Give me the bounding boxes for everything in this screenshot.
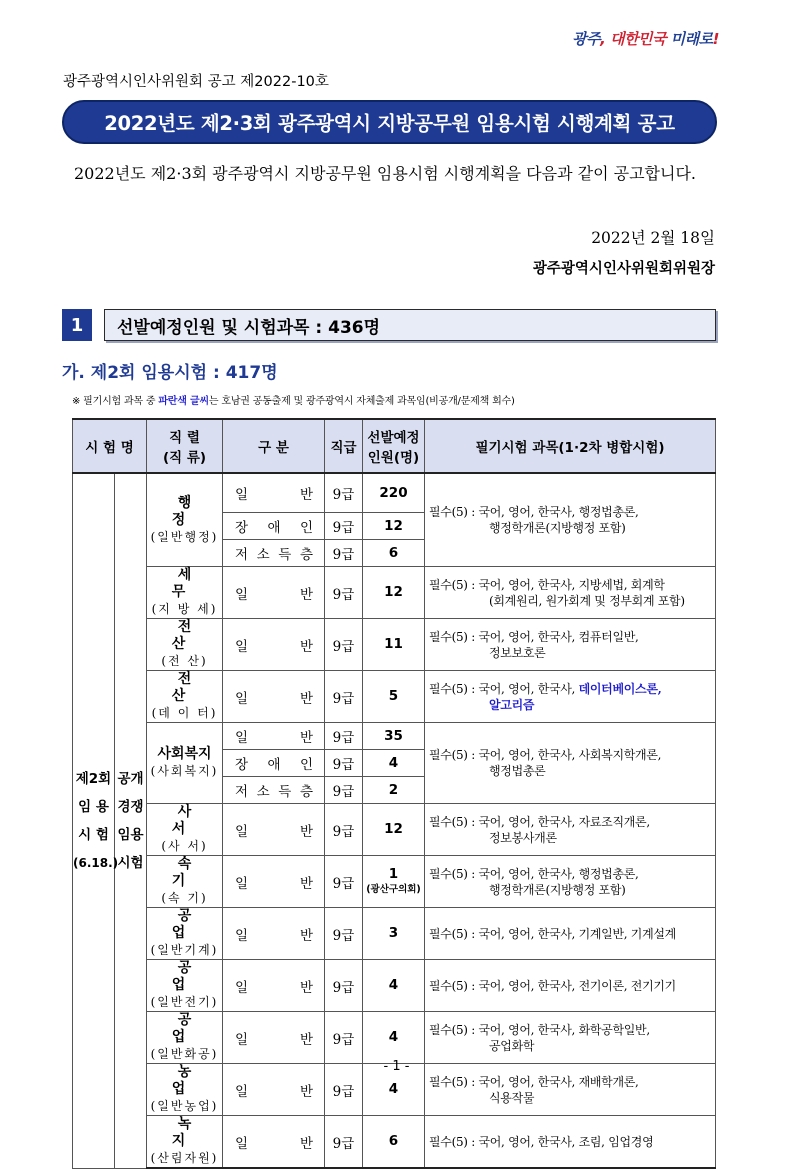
grade-cell: 9급 — [325, 908, 363, 960]
category-cell: 저 소 득 층 — [223, 777, 325, 804]
number-cell: 220 — [363, 473, 425, 513]
category-cell: 일 반 — [223, 908, 325, 960]
subjects-cell: 필수(5) : 국어, 영어, 한국사, 재배학개론, 식용작물 — [425, 1064, 716, 1116]
grade-cell: 9급 — [325, 804, 363, 856]
exam-type-cell: 공개 경쟁 임용 시험 — [115, 473, 147, 1168]
subsection-title: 가. 제2회 임용시험 : 417명 — [62, 363, 278, 383]
intro-paragraph: 2022년도 제2·3회 광주광역시 지방공무원 임용시험 시행계획을 다음과 같이 공고합니다. — [74, 164, 696, 183]
section-heading — [62, 309, 716, 341]
table-row — [73, 960, 716, 1012]
subjects-cell: 필수(5) : 국어, 영어, 한국사, 행정법총론, 행정학개론(지방행정 포함) — [425, 856, 716, 908]
table-row — [73, 804, 716, 856]
number-cell: 11 — [363, 619, 425, 671]
job-cell: 녹 지 (산림자원) — [147, 1116, 223, 1169]
number-cell: 12 — [363, 804, 425, 856]
number-cell: 35 — [363, 723, 425, 750]
number-cell: 6 — [363, 540, 425, 567]
header-number: 선발예정 인원(명) — [363, 419, 425, 473]
slogan-logo: 광주, 대한민국 미래로! — [572, 30, 719, 48]
category-cell: 일 반 — [223, 473, 325, 513]
grade-cell: 9급 — [325, 1064, 363, 1116]
table-row — [73, 619, 716, 671]
page-number: - 1 - — [383, 1059, 410, 1074]
job-cell: 속 기 (속 기) — [147, 856, 223, 908]
table-row — [73, 671, 716, 723]
table-header-row — [73, 419, 716, 473]
header-subjects: 필기시험 과목(1·2차 병합시험) — [425, 419, 716, 473]
job-cell: 공 업 (일반기계) — [147, 908, 223, 960]
table-row — [73, 473, 716, 513]
table-row — [73, 1012, 716, 1064]
category-cell: 일 반 — [223, 804, 325, 856]
number-cell: 4 — [363, 750, 425, 777]
category-cell: 일 반 — [223, 619, 325, 671]
job-cell: 사 서 (사 서) — [147, 804, 223, 856]
grade-cell: 9급 — [325, 473, 363, 513]
issuer-name: 광주광역시인사위원회위원장 — [532, 261, 715, 277]
category-cell: 일 반 — [223, 1064, 325, 1116]
grade-cell: 9급 — [325, 960, 363, 1012]
grade-cell: 9급 — [325, 513, 363, 540]
number-cell: 4 — [363, 1064, 425, 1116]
job-cell: 공 업 (일반전기) — [147, 960, 223, 1012]
job-cell: 사회복지 (사회복지) — [147, 723, 223, 804]
section-number: 1 — [62, 309, 92, 341]
category-cell: 장 애 인 — [223, 750, 325, 777]
job-cell: 공 업 (일반화공) — [147, 1012, 223, 1064]
number-cell: 5 — [363, 671, 425, 723]
job-cell: 행 정 (일반행정) — [147, 473, 223, 567]
footnote: ※ 필기시험 과목 중 파란색 글씨는 호남권 공동출제 및 광주광역시 자체출제 과목임(비공개/문제책 회수) — [72, 396, 515, 407]
grade-cell: 9급 — [325, 777, 363, 804]
category-cell: 장 애 인 — [223, 513, 325, 540]
grade-cell: 9급 — [325, 540, 363, 567]
number-cell: 2 — [363, 777, 425, 804]
grade-cell: 9급 — [325, 1012, 363, 1064]
grade-cell: 9급 — [325, 567, 363, 619]
recruitment-table — [72, 418, 716, 1169]
grade-cell: 9급 — [325, 1116, 363, 1169]
subjects-cell: 필수(5) : 국어, 영어, 한국사, 컴퓨터일반, 정보보호론 — [425, 619, 716, 671]
subjects-cell: 필수(5) : 국어, 영어, 한국사, 전기이론, 전기기기 — [425, 960, 716, 1012]
notice-number: 광주광역시인사위원회 공고 제2022-10호 — [63, 74, 329, 90]
category-cell: 일 반 — [223, 567, 325, 619]
category-cell: 일 반 — [223, 671, 325, 723]
subjects-cell: 필수(5) : 국어, 영어, 한국사, 자료조직개론, 정보봉사개론 — [425, 804, 716, 856]
subjects-cell: 필수(5) : 국어, 영어, 한국사, 사회복지학개론, 행정법총론 — [425, 723, 716, 804]
header-category: 구 분 — [223, 419, 325, 473]
category-cell: 일 반 — [223, 960, 325, 1012]
document-title: 2022년도 제2·3회 광주광역시 지방공무원 임용시험 시행계획 공고 — [62, 100, 717, 144]
subjects-cell: 필수(5) : 국어, 영어, 한국사, 기계일반, 기계설계 — [425, 908, 716, 960]
table-row — [73, 856, 716, 908]
job-cell: 전 산 (데 이 터) — [147, 671, 223, 723]
number-cell: 6 — [363, 1116, 425, 1169]
number-cell: 12 — [363, 513, 425, 540]
header-grade: 직급 — [325, 419, 363, 473]
number-cell: 3 — [363, 908, 425, 960]
category-cell: 일 반 — [223, 1012, 325, 1064]
exam-name-cell: 제2회 임 용 시 험 (6.18.) — [73, 473, 115, 1168]
category-cell: 저 소 득 층 — [223, 540, 325, 567]
grade-cell: 9급 — [325, 619, 363, 671]
category-cell: 일 반 — [223, 856, 325, 908]
category-cell: 일 반 — [223, 723, 325, 750]
subjects-cell: 필수(5) : 국어, 영어, 한국사, 데이터베이스론, 알고리즘 — [425, 671, 716, 723]
header-job: 직 렬 (직 류) — [147, 419, 223, 473]
job-cell: 전 산 (전 산) — [147, 619, 223, 671]
number-cell: 4 — [363, 1012, 425, 1064]
job-cell: 세 무 (지 방 세) — [147, 567, 223, 619]
subjects-cell: 필수(5) : 국어, 영어, 한국사, 행정법총론, 행정학개론(지방행정 포함) — [425, 473, 716, 567]
subjects-cell: 필수(5) : 국어, 영어, 한국사, 지방세법, 회계학 (회계원리, 원가회계 및 정부회계 포함) — [425, 567, 716, 619]
grade-cell: 9급 — [325, 750, 363, 777]
grade-cell: 9급 — [325, 856, 363, 908]
number-cell: 12 — [363, 567, 425, 619]
job-cell: 농 업 (일반농업) — [147, 1064, 223, 1116]
category-cell: 일 반 — [223, 1116, 325, 1169]
table-row — [73, 567, 716, 619]
subjects-cell: 필수(5) : 국어, 영어, 한국사, 조림, 임업경영 — [425, 1116, 716, 1169]
table-row — [73, 723, 716, 750]
number-cell: 4 — [363, 960, 425, 1012]
subjects-cell: 필수(5) : 국어, 영어, 한국사, 화학공학일반, 공업화학 — [425, 1012, 716, 1064]
header-exam: 시 험 명 — [73, 419, 147, 473]
grade-cell: 9급 — [325, 723, 363, 750]
table-row — [73, 908, 716, 960]
table-row — [73, 1116, 716, 1169]
section-title: 선발예정인원 및 시험과목 : 436명 — [104, 309, 716, 341]
grade-cell: 9급 — [325, 671, 363, 723]
number-cell: 1 (광산구의회) — [363, 856, 425, 908]
notice-date: 2022년 2월 18일 — [591, 229, 715, 247]
